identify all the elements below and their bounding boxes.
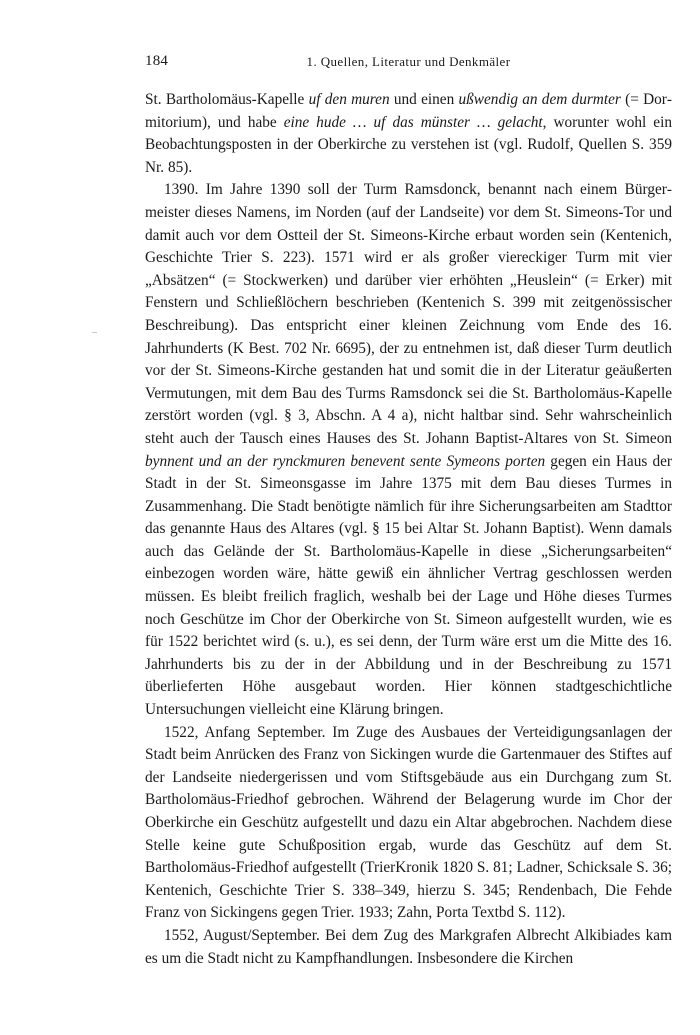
- paragraph: [145, 89, 672, 179]
- paragraph: [145, 722, 672, 925]
- paragraph-text: 1522, Anfang September. Im Zuge des Ausbaues der Verteidigungsanlagen der Stadt beim Anrücken des Franz von Sickingen wurde die Gartenmauer des Stiftes auf der Landseite niedergerissen und vom Stiftsgebäude aus ein Durchgang zum St. Bartholomäus-Friedhof gebrochen. Während der Belagerung wurde im Chor der Oberkirche ein Geschütz aufgestellt und dazu ein Altar abgebrochen. Nachdem diese Stelle keine gute Schußposition ergab, wurde das Geschütz auf dem St. Bartholomäus-Friedhof aufgestellt (TrierKronik 1820 S. 81; Ladner, Schicksale S. 36; Kentenich, Geschichte Trier S. 338–349, hierzu S. 345; Rendenbach, Die Fehde Franz von Sickingens gegen Trier. 1933; Zahn, Porta Textbd S. 112).: [145, 723, 672, 922]
- paragraph: [145, 925, 672, 970]
- paragraph-text: (= Dormitorium), und habe: [145, 91, 673, 131]
- paragraph-text: gegen ein Haus der Stadt in der St. Simeonsgasse im Jahre 1375 mit dem Bau dieses Turmes in Zusammenhang. Die Stadt benötigte nämlich für ihre Sicherungsarbeiten am Stadttor das genannte Haus des Altares (vgl. § 15 bei Altar St. Johann Baptist). Wenn damals auch das Gelände der St. Bartholomäus-Kapelle in diese „Sicherungsarbeiten“ einbezogen worden wäre, hätte gewiß ein ähnlicher Vertrag geschlossen werden müssen. Es bleibt freilich fraglich, weshalb bei der Lage und Höhe dieses Turmes noch Geschütze im Chor der Oberkirche von St. Simeon aufgestellt wurden, wie es für 1522 berichtet wird (s. u.), es sei denn, der Turm wäre erst um die Mitte des 16. Jahrhunderts bis zu der in der Abbildung und in der Beschreibung zu 1571 überlieferten Höhe ausgebaut worden. Hier können stadtgeschichtliche Untersuchungen vielleicht eine Klärung bringen.: [145, 452, 672, 719]
- paragraph-text: 1552, August/September. Bei dem Zug des Markgrafen Albrecht Alkibiades kam es um die Stadt nicht zu Kampfhandlungen. Insbesondere die Kirchen: [145, 926, 672, 967]
- quoted-source-text: ußwendig an dem durmter: [458, 91, 621, 108]
- paragraph-text: 1390. Im Jahre 1390 soll der Turm Ramsdonck, benannt nach einem Bürgermeister dieses Namens, im Norden (auf der Landseite) vor dem St. Simeons-Tor und damit auch vor dem Ostteil der St. Simeons-Kirche erbaut worden sein (Kentenich, Geschichte Trier S. 223). 1571 wird er als großer viereckiger Turm mit vier „Absätzen“ (= Stockwerken) und darüber vier erhöhten „Heuslein“ (= Erker) mit Fenstern und Schließlöchern beschrieben (Kentenich S. 399 mit zeitgenössischer Beschreibung). Das entspricht einer kleinen Zeichnung vom Ende des 16. Jahrhunderts (K Best. 702 Nr. 6695), der zu entnehmen ist, daß dieser Turm deutlich vor der St. Simeons-Kirche gestanden hat und somit die in der Literatur geäußerten Vermutungen, mit dem Bau des Turms Ramsdonck sei die St. Bartholomäus-Kapelle zerstört worden (vgl. § 3, Abschn. A 4 a), nicht haltbar sind. Sehr wahrscheinlich steht auch der Tausch eines Hauses des St. Johann Baptist-Altares von St. Simeon: [145, 181, 672, 447]
- paragraph-text: und einen: [389, 91, 459, 108]
- running-head: 1. Quellen, Literatur und Denkmäler: [306, 54, 511, 69]
- paragraph-text: , worunter wohl ein Beobachtungsposten in der Oberkirche zu verstehen ist (vgl. Rudolf, Quellen S. 359 Nr. 85).: [145, 113, 672, 176]
- quoted-source-text: eine hude … uf das münster … gelacht: [283, 113, 543, 131]
- paragraph-text: St. Bartholomäus-Kapelle: [145, 91, 309, 108]
- quoted-source-text: uf den muren: [308, 91, 390, 108]
- paragraph: [145, 179, 672, 721]
- quoted-source-text: bynnent und an der rynckmuren benevent sente Symeons porten: [145, 452, 546, 470]
- body-text: [145, 89, 672, 970]
- margin-mark: [92, 332, 97, 333]
- page-number: 184: [145, 53, 169, 69]
